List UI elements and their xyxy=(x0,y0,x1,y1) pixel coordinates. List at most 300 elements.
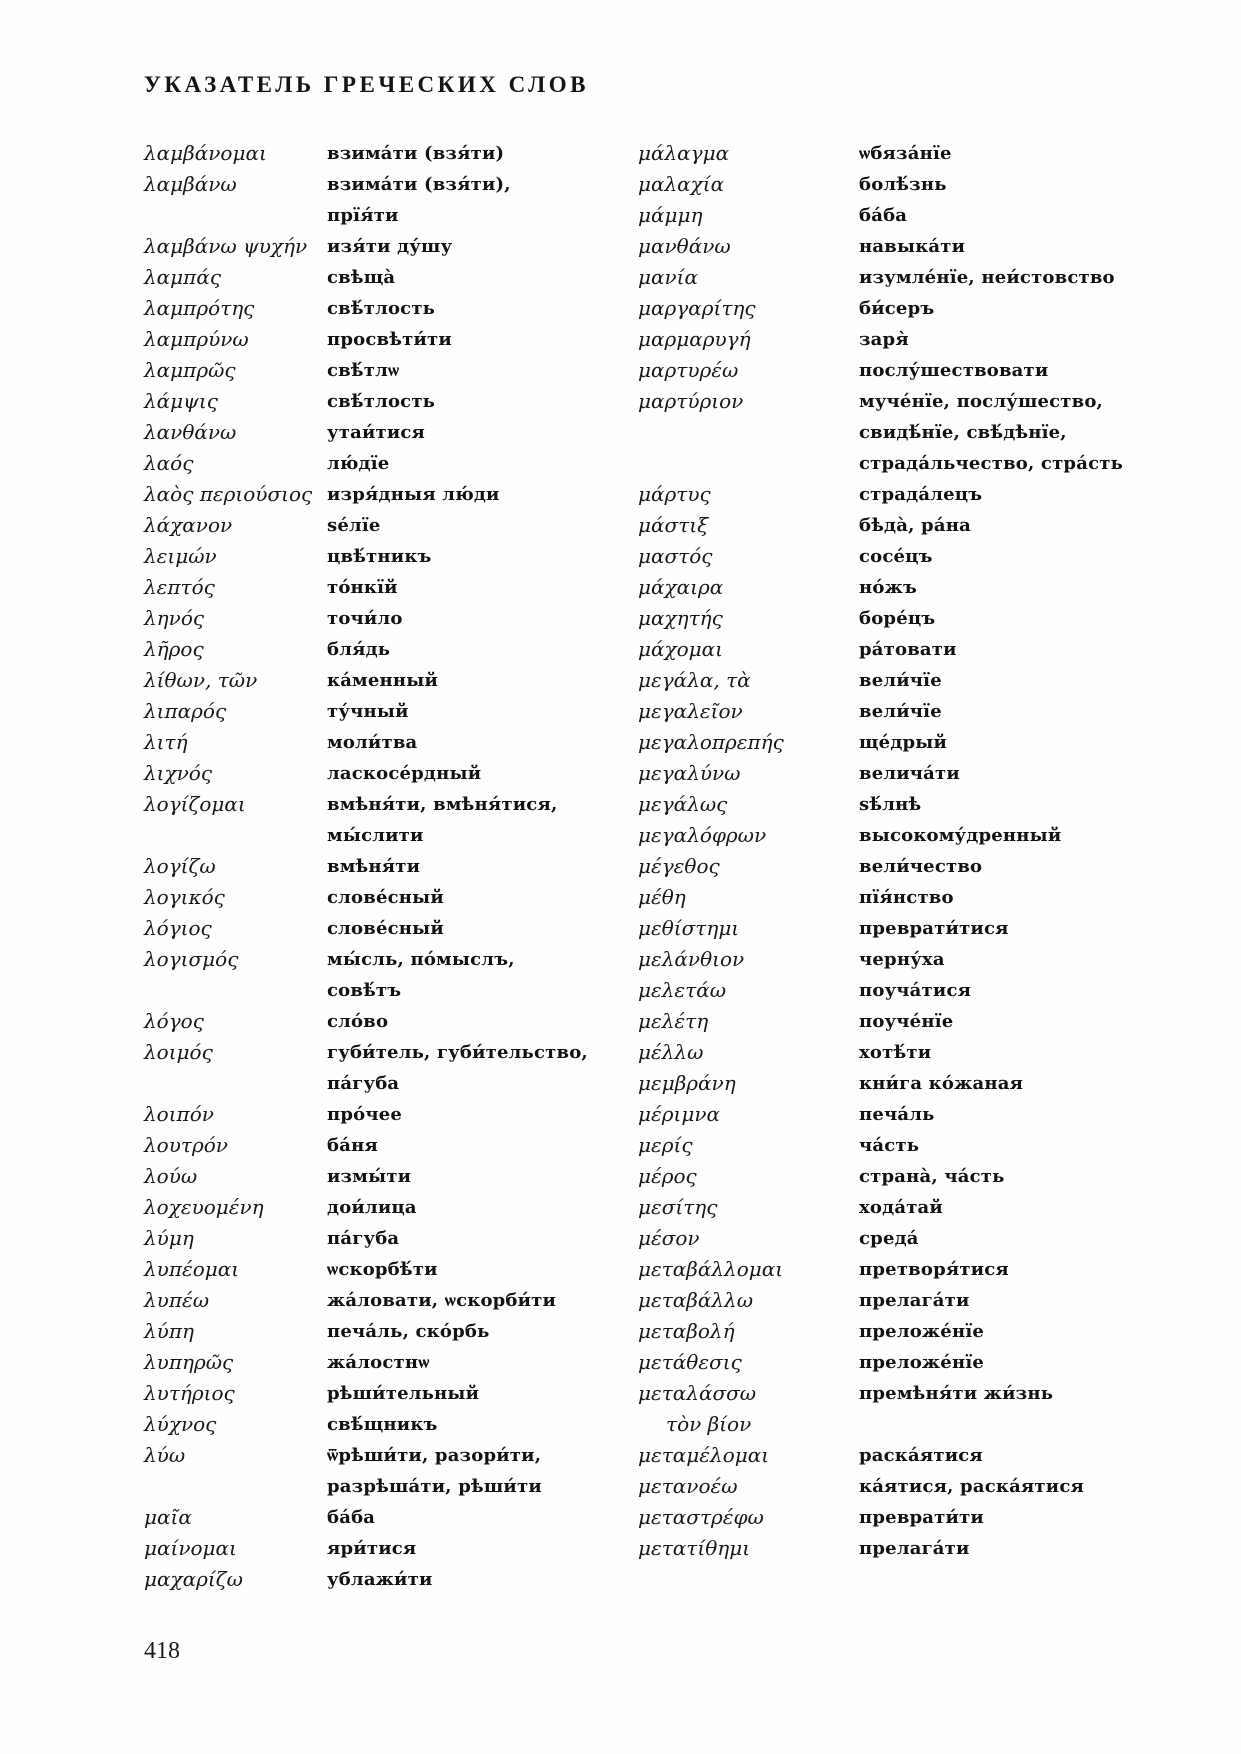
dictionary-entry xyxy=(144,944,624,1006)
slavonic-translation: свѣ́тлость xyxy=(327,298,436,319)
slavonic-translation: прелага́ти xyxy=(859,1538,970,1559)
slavonic-translation-cell xyxy=(859,324,1218,355)
greek-term-cell xyxy=(144,510,327,541)
greek-term-cell xyxy=(638,727,859,758)
slavonic-translation: свѣща̀ xyxy=(327,267,396,288)
slavonic-translation-cell xyxy=(327,1378,624,1409)
slavonic-translation: губи́тель, губи́тельство, xyxy=(327,1042,588,1063)
slavonic-translation-cell xyxy=(859,138,1218,169)
greek-term-cell xyxy=(638,1440,859,1471)
dictionary-entry xyxy=(144,1564,624,1595)
dictionary-entry xyxy=(638,1068,1218,1099)
greek-term-cell xyxy=(638,1254,859,1285)
greek-term-cell xyxy=(638,913,859,944)
slavonic-translation-cell xyxy=(859,1347,1218,1378)
greek-term-cell xyxy=(144,541,327,572)
slavonic-translation: взима́ти (взя́ти) xyxy=(327,143,505,164)
greek-term-cell xyxy=(638,169,859,200)
dictionary-entry xyxy=(144,262,624,293)
greek-term-cell xyxy=(144,355,327,386)
dictionary-entry xyxy=(638,200,1218,231)
slavonic-translation: но́жъ xyxy=(859,577,917,598)
slavonic-translation-cell xyxy=(327,293,624,324)
slavonic-translation-cell xyxy=(327,1037,624,1099)
dictionary-entry xyxy=(638,138,1218,169)
dictionary-entry xyxy=(638,1130,1218,1161)
slavonic-translation-cell xyxy=(859,975,1218,1006)
slavonic-translation-cell xyxy=(859,851,1218,882)
greek-term-cell xyxy=(638,479,859,510)
slavonic-translation-cell xyxy=(859,1099,1218,1130)
slavonic-translation: сло́во xyxy=(327,1011,389,1032)
greek-term: μανία xyxy=(638,265,699,289)
slavonic-translation: хода́тай xyxy=(859,1197,943,1218)
greek-term-cell xyxy=(638,944,859,975)
slavonic-translation: слове́сный xyxy=(327,887,444,908)
greek-term: μαρτύριον xyxy=(638,389,744,413)
slavonic-translation-cell xyxy=(327,231,624,262)
slavonic-translation: вмѣня́ти, вмѣня́тися, xyxy=(327,794,558,815)
slavonic-translation-cell xyxy=(859,1533,1218,1564)
greek-term: λανθάνω xyxy=(144,420,237,444)
dictionary-entry xyxy=(144,789,624,851)
greek-term: λογισμός xyxy=(144,947,239,971)
slavonic-translation-cell xyxy=(327,1223,624,1254)
greek-term-cell xyxy=(144,1409,327,1440)
greek-term: μεγαλύνω xyxy=(638,761,741,785)
slavonic-translation: кни́га ко́жаная xyxy=(859,1073,1024,1094)
dictionary-entry xyxy=(638,169,1218,200)
greek-term-cell xyxy=(638,1223,859,1254)
greek-term-cell xyxy=(638,200,859,231)
greek-term: μαίνομαι xyxy=(144,1536,237,1560)
greek-term-cell xyxy=(638,1533,859,1564)
greek-term: λούω xyxy=(144,1164,198,1188)
slavonic-translation: поуче́нїе xyxy=(859,1011,954,1032)
greek-term: μεγαλοπρεπής xyxy=(638,730,784,754)
greek-term-cell xyxy=(638,1378,859,1440)
slavonic-translation-cell xyxy=(327,355,624,386)
greek-term-cell xyxy=(638,1099,859,1130)
greek-term-cell xyxy=(144,1378,327,1409)
dictionary-entry xyxy=(638,324,1218,355)
greek-term: μαρμαρυγή xyxy=(638,327,751,351)
greek-term-cell xyxy=(144,1254,327,1285)
greek-term: μεγάλα, τὰ xyxy=(638,668,751,692)
greek-term: μετανοέω xyxy=(638,1474,738,1498)
dictionary-entry xyxy=(638,1099,1218,1130)
slavonic-translation: утаи́тися xyxy=(327,422,426,443)
slavonic-translation-cell xyxy=(859,1254,1218,1285)
greek-term-cell xyxy=(144,1192,327,1223)
greek-term: λυτήριος xyxy=(144,1381,235,1405)
greek-term-cell xyxy=(144,1037,327,1068)
slavonic-translation-cell xyxy=(327,634,624,665)
greek-term: λύω xyxy=(144,1443,186,1467)
slavonic-translation-cell xyxy=(859,1130,1218,1161)
slavonic-translation: жа́лостнѡ xyxy=(327,1352,430,1373)
greek-term: μέλλω xyxy=(638,1040,704,1064)
slavonic-translation-cell xyxy=(327,913,624,944)
dictionary-entry xyxy=(638,1347,1218,1378)
greek-term: μελετάω xyxy=(638,978,727,1002)
greek-term-cell xyxy=(638,696,859,727)
slavonic-translation: изумле́нїе, неи́стовство xyxy=(859,267,1115,288)
greek-term: μεθίστημι xyxy=(638,916,740,940)
greek-term: μάχομαι xyxy=(638,637,724,661)
greek-term: λαμπάς xyxy=(144,265,222,289)
slavonic-translation-cell xyxy=(859,1502,1218,1533)
slavonic-translation-cell xyxy=(859,1223,1218,1254)
greek-term: λιχνός xyxy=(144,761,213,785)
slavonic-translation: измы́ти xyxy=(327,1166,412,1187)
greek-term-cell xyxy=(638,882,859,913)
greek-term: μεγαλεῖον xyxy=(638,699,743,723)
slavonic-translation-cell xyxy=(859,1440,1218,1471)
slavonic-translation: печа́ль, ско́рбь xyxy=(327,1321,490,1342)
greek-term: μάστιξ xyxy=(638,513,709,537)
slavonic-translation: боре́цъ xyxy=(859,608,936,629)
greek-term-cell xyxy=(638,1285,859,1316)
greek-term-cell xyxy=(144,944,327,975)
dictionary-entry xyxy=(638,386,1218,479)
slavonic-translation: претворя́тися xyxy=(859,1259,1009,1280)
slavonic-translation: ѕе́лїе xyxy=(327,515,381,536)
greek-term: μανθάνω xyxy=(638,234,731,258)
slavonic-translation-cell xyxy=(327,1564,624,1595)
greek-term-cell xyxy=(144,913,327,944)
slavonic-translation-cell xyxy=(327,386,624,417)
slavonic-translation: совѣ́тъ xyxy=(327,980,402,1001)
greek-term-cell xyxy=(144,758,327,789)
greek-term: μεταβολή xyxy=(638,1319,735,1343)
slavonic-translation: преврати́тися xyxy=(859,918,1009,939)
greek-term: μαῖα xyxy=(144,1505,192,1529)
slavonic-translation-cell xyxy=(859,1006,1218,1037)
greek-term: λαμβάνομαι xyxy=(144,141,267,165)
dictionary-entry xyxy=(638,758,1218,789)
greek-term-cell xyxy=(638,820,859,851)
dictionary-entry xyxy=(638,1471,1218,1502)
slavonic-translation-cell xyxy=(327,1099,624,1130)
dictionary-entry xyxy=(638,355,1218,386)
greek-term: μεταβάλλομαι xyxy=(638,1257,784,1281)
greek-term: λαὸς περιούσιος xyxy=(144,482,313,506)
greek-term-cell xyxy=(638,541,859,572)
greek-term-cell xyxy=(638,1068,859,1099)
page-title: УКАЗАТЕЛЬ ГРЕЧЕСКИХ СЛОВ xyxy=(144,72,589,97)
slavonic-translation-cell xyxy=(859,479,1218,510)
greek-term: λαμβάνω xyxy=(144,172,237,196)
slavonic-translation-cell xyxy=(327,572,624,603)
slavonic-translation: прелага́ти xyxy=(859,1290,970,1311)
slavonic-translation: страда́лецъ xyxy=(859,484,983,505)
greek-term: λειμών xyxy=(144,544,217,568)
greek-term-cell xyxy=(144,1533,327,1564)
greek-term-cell xyxy=(144,882,327,913)
greek-term-cell xyxy=(144,696,327,727)
dictionary-entry xyxy=(144,510,624,541)
slavonic-translation-cell xyxy=(327,696,624,727)
slavonic-translation: точи́ло xyxy=(327,608,403,629)
slavonic-translation: ту́чный xyxy=(327,701,409,722)
slavonic-translation: вели́чїе xyxy=(859,701,942,722)
slavonic-translation: муче́нїе, послу́шество, xyxy=(859,391,1104,412)
greek-term: λογίζω xyxy=(144,854,216,878)
slavonic-translation: премѣня́ти жи́знь xyxy=(859,1383,1054,1404)
slavonic-translation-cell xyxy=(327,448,624,479)
slavonic-translation: свидѣ́нїе, свѣ́дѣнїе, xyxy=(859,422,1067,443)
greek-term: μέρος xyxy=(638,1164,697,1188)
greek-term: μέριμνα xyxy=(638,1102,720,1126)
greek-term: λουτρόν xyxy=(144,1133,228,1157)
slavonic-translation: лю́дїе xyxy=(327,453,390,474)
slavonic-translation: хотѣ́ти xyxy=(859,1042,932,1063)
slavonic-translation-cell xyxy=(327,1254,624,1285)
greek-term-cell xyxy=(638,355,859,386)
greek-term: μετατίθημι xyxy=(638,1536,751,1560)
slavonic-translation: яри́тися xyxy=(327,1538,417,1559)
greek-term: μεταλάσσω xyxy=(638,1381,757,1405)
dictionary-entry xyxy=(638,1254,1218,1285)
slavonic-translation: печа́ль xyxy=(859,1104,935,1125)
slavonic-translation: прїя́ти xyxy=(327,205,399,226)
greek-term: μαλαχία xyxy=(638,172,725,196)
dictionary-entry xyxy=(638,1192,1218,1223)
dictionary-entry xyxy=(144,293,624,324)
greek-term-cell xyxy=(144,231,327,262)
slavonic-translation-cell xyxy=(859,696,1218,727)
slavonic-translation: сосе́цъ xyxy=(859,546,933,567)
greek-term-cell xyxy=(638,324,859,355)
greek-term: λάμψις xyxy=(144,389,218,413)
dictionary-entry xyxy=(144,231,624,262)
slavonic-translation-cell xyxy=(859,355,1218,386)
slavonic-translation-cell xyxy=(327,262,624,293)
dictionary-entry xyxy=(144,417,624,448)
slavonic-translation: то́нкїй xyxy=(327,577,398,598)
greek-term-cell xyxy=(638,1502,859,1533)
greek-term-cell xyxy=(638,262,859,293)
greek-term-cell xyxy=(144,138,327,169)
slavonic-translation-cell xyxy=(327,1502,624,1533)
slavonic-translation: ба́ба xyxy=(327,1507,376,1528)
greek-term: μελάνθιον xyxy=(638,947,745,971)
greek-term-cell xyxy=(638,1161,859,1192)
slavonic-translation: заря̀ xyxy=(859,329,909,350)
greek-term-cell xyxy=(638,603,859,634)
slavonic-translation: вели́чество xyxy=(859,856,983,877)
greek-term: λυπηρῶς xyxy=(144,1350,234,1374)
greek-term-cell xyxy=(638,1192,859,1223)
slavonic-translation: черну́ха xyxy=(859,949,945,970)
dictionary-entry xyxy=(638,913,1218,944)
slavonic-translation-cell xyxy=(327,417,624,448)
slavonic-translation-cell xyxy=(327,1533,624,1564)
greek-term: μεταστρέφω xyxy=(638,1505,764,1529)
slavonic-translation-cell xyxy=(327,1316,624,1347)
dictionary-entry xyxy=(144,1037,624,1099)
dictionary-entry xyxy=(638,1006,1218,1037)
slavonic-translation: страда́льчество, стра́сть xyxy=(859,453,1124,474)
slavonic-translation-cell xyxy=(859,169,1218,200)
dictionary-entry xyxy=(144,1130,624,1161)
dictionary-entry xyxy=(638,510,1218,541)
slavonic-translation-cell xyxy=(327,1161,624,1192)
greek-term: μέσον xyxy=(638,1226,700,1250)
greek-term: μεσίτης xyxy=(638,1195,718,1219)
slavonic-translation-cell xyxy=(859,1037,1218,1068)
greek-term: λόγιος xyxy=(144,916,212,940)
slavonic-translation: преложе́нїе xyxy=(859,1352,985,1373)
slavonic-translation: бля́дь xyxy=(327,639,391,660)
greek-term: μαργαρίτης xyxy=(638,296,756,320)
dictionary-entry xyxy=(144,1533,624,1564)
dictionary-entry xyxy=(144,541,624,572)
greek-term: λαμπρῶς xyxy=(144,358,236,382)
slavonic-translation-cell xyxy=(327,603,624,634)
dictionary-entry xyxy=(638,696,1218,727)
slavonic-translation-cell xyxy=(327,1006,624,1037)
slavonic-translation: поуча́тися xyxy=(859,980,972,1001)
slavonic-translation-cell xyxy=(859,1285,1218,1316)
greek-term-cell xyxy=(144,1316,327,1347)
slavonic-translation: преложе́нїе xyxy=(859,1321,985,1342)
slavonic-translation: велича́ти xyxy=(859,763,960,784)
slavonic-translation: пїя́нство xyxy=(859,887,954,908)
greek-term: τὸν βίον xyxy=(666,1412,752,1436)
slavonic-translation: мы́сль, по́мыслъ, xyxy=(327,949,515,970)
greek-term: λαμβάνω ψυχήν xyxy=(144,234,308,258)
dictionary-entry xyxy=(144,1161,624,1192)
greek-term-cell xyxy=(638,572,859,603)
greek-term-cell xyxy=(144,1440,327,1471)
slavonic-translation: разрѣша́ти, рѣши́ти xyxy=(327,1476,542,1497)
dictionary-entry xyxy=(144,1223,624,1254)
slavonic-translation: рѣши́тельный xyxy=(327,1383,480,1404)
dictionary-entry xyxy=(144,572,624,603)
greek-term: λύπη xyxy=(144,1319,194,1343)
dictionary-entry xyxy=(638,1378,1218,1440)
greek-term: λύχνος xyxy=(144,1412,217,1436)
greek-term-cell xyxy=(638,1037,859,1068)
dictionary-entry xyxy=(638,851,1218,882)
greek-term-cell xyxy=(638,386,859,417)
slavonic-translation-cell xyxy=(327,1285,624,1316)
dictionary-entry xyxy=(144,882,624,913)
greek-term: λυπέω xyxy=(144,1288,210,1312)
slavonic-translation: би́серъ xyxy=(859,298,935,319)
slavonic-translation: ѡскорбѣ́ти xyxy=(327,1259,438,1280)
dictionary-entry xyxy=(638,1161,1218,1192)
greek-term: λιτή xyxy=(144,730,188,754)
greek-term-cell xyxy=(144,789,327,820)
dictionary-entry xyxy=(144,758,624,789)
slavonic-translation-cell xyxy=(327,138,624,169)
slavonic-translation-cell xyxy=(859,913,1218,944)
slavonic-translation: среда́ xyxy=(859,1228,919,1249)
greek-term-cell xyxy=(638,1471,859,1502)
dictionary-entry xyxy=(638,572,1218,603)
slavonic-translation-cell xyxy=(859,727,1218,758)
greek-term: λοιμός xyxy=(144,1040,213,1064)
slavonic-translation: жа́ловати, ѡскорби́ти xyxy=(327,1290,557,1311)
greek-term: λαμπρύνω xyxy=(144,327,249,351)
dictionary-entry xyxy=(144,696,624,727)
greek-term: μάλαγμα xyxy=(638,141,730,165)
dictionary-entry xyxy=(144,169,624,231)
slavonic-translation: свѣ́щникъ xyxy=(327,1414,438,1435)
slavonic-translation-cell xyxy=(859,572,1218,603)
greek-term: μαρτυρέω xyxy=(638,358,739,382)
greek-term-cell xyxy=(144,448,327,479)
greek-term-cell xyxy=(638,758,859,789)
greek-term-cell xyxy=(638,634,859,665)
dictionary-entry xyxy=(638,231,1218,262)
slavonic-translation: изря́дныя лю́ди xyxy=(327,484,500,505)
greek-term: μάμμη xyxy=(638,203,703,227)
slavonic-translation: ка́ятися, раска́ятися xyxy=(859,1476,1084,1497)
slavonic-translation: ублажи́ти xyxy=(327,1569,433,1590)
slavonic-translation: ласкосе́рдный xyxy=(327,763,482,784)
slavonic-translation: ра́товати xyxy=(859,639,957,660)
slavonic-translation-cell xyxy=(859,293,1218,324)
greek-term-cell xyxy=(638,789,859,820)
slavonic-translation: слове́сный xyxy=(327,918,444,939)
slavonic-translation-cell xyxy=(859,1378,1218,1409)
greek-term-cell xyxy=(638,138,859,169)
slavonic-translation: свѣ́тлость xyxy=(327,391,436,412)
greek-term-cell xyxy=(144,634,327,665)
greek-term-cell xyxy=(144,1347,327,1378)
greek-term-cell xyxy=(144,417,327,448)
dictionary-entry xyxy=(638,1440,1218,1471)
slavonic-translation: вели́чїе xyxy=(859,670,942,691)
greek-term: λῆρος xyxy=(144,637,204,661)
slavonic-translation: дои́лица xyxy=(327,1197,417,1218)
slavonic-translation: вмѣня́ти xyxy=(327,856,421,877)
dictionary-entry xyxy=(638,975,1218,1006)
slavonic-translation-cell xyxy=(859,541,1218,572)
slavonic-translation-cell xyxy=(327,789,624,851)
greek-term-cell xyxy=(144,262,327,293)
slavonic-translation: ѕѣ́лнѣ xyxy=(859,794,922,815)
slavonic-translation-cell xyxy=(859,665,1218,696)
dictionary-entry xyxy=(144,665,624,696)
dictionary-entry xyxy=(638,882,1218,913)
dictionary-entry xyxy=(638,727,1218,758)
greek-term: λοχευομένη xyxy=(144,1195,264,1219)
dictionary-entry xyxy=(144,1440,624,1502)
dictionary-entry xyxy=(144,1316,624,1347)
greek-term-cell xyxy=(144,386,327,417)
slavonic-translation-cell xyxy=(327,851,624,882)
dictionary-entry xyxy=(638,1502,1218,1533)
index-right-column xyxy=(638,138,1218,1564)
dictionary-entry xyxy=(638,541,1218,572)
slavonic-translation: ба́ба xyxy=(859,205,908,226)
greek-term: μαστός xyxy=(638,544,713,568)
slavonic-translation: бѣда̀, ра́на xyxy=(859,515,971,536)
dictionary-entry xyxy=(638,944,1218,975)
slavonic-translation-cell xyxy=(859,200,1218,231)
greek-term-cell xyxy=(144,1502,327,1533)
slavonic-translation-cell xyxy=(327,169,624,231)
dictionary-entry xyxy=(144,1409,624,1440)
slavonic-translation: навыка́ти xyxy=(859,236,966,257)
dictionary-entry xyxy=(638,1533,1218,1564)
slavonic-translation: па́губа xyxy=(327,1228,400,1249)
